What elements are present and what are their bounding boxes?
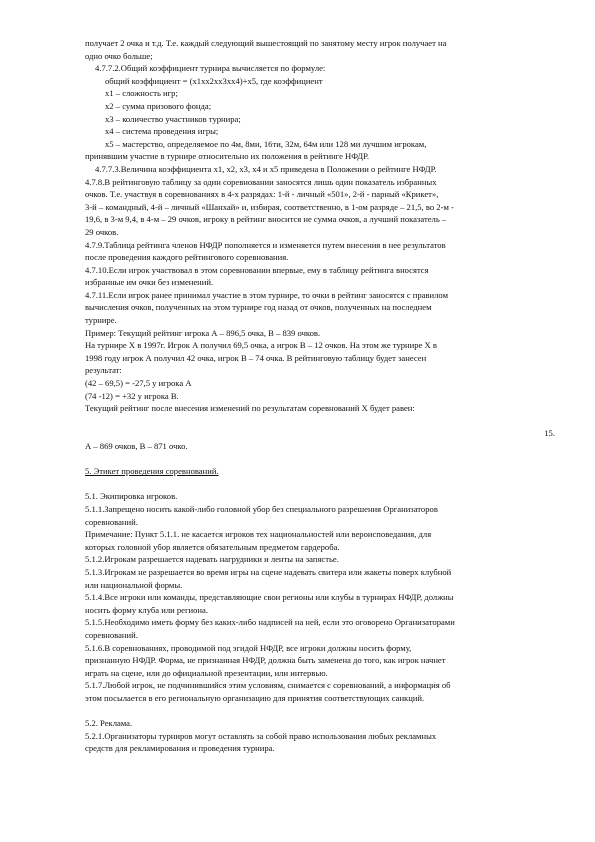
text-line: Пример: Текущий рейтинг игрока А – 896,5 очка, В – 839 очков. bbox=[85, 327, 321, 338]
text-line: х5 – мастерство, определяемое по 4м, 8ми, 16ти, 32м, 64м или 128 ми лучшим игрокам, bbox=[105, 138, 427, 149]
text-line: 5.1.3.Игрокам не разрешается во время игры на сцене надевать свитера или жакеты поверх клубной bbox=[85, 566, 452, 577]
text-line: 4.7.9.Таблица рейтинга членов НФДР пополняется и изменяется путем внесения в нее результатов bbox=[85, 239, 446, 250]
text-line: х3 – количество участников турнира; bbox=[105, 113, 241, 124]
text-line: х2 – сумма призового фонда; bbox=[105, 100, 212, 111]
text-line: вычисления очков, полученных на этом турнире год назад от очков, полученных на последнем bbox=[85, 302, 432, 313]
text-line: 5.1.2.Игрокам разрешается надевать нагрудники и ленты на запястье. bbox=[85, 554, 339, 565]
text-line: Текущий рейтинг после внесения изменений по результатам соревнований Х будет равен: bbox=[85, 403, 415, 414]
text-line: носить форму клуба или региона. bbox=[85, 604, 208, 615]
section-heading: 5. Этикет проведения соревнований. bbox=[85, 466, 219, 477]
text-line: принявшим участие в турнире относительно их положения в рейтинге НФДР. bbox=[85, 151, 369, 162]
text-line: На турнире Х в 1997г. Игрок А получил 69,5 очка, а игрок В – 12 очков. На этом же турнире Х в bbox=[85, 340, 437, 351]
text-line: Примечание: Пункт 5.1.1. не касается игроков тех национальностей или вероисповедания, для bbox=[85, 529, 432, 540]
text-line: 5.1.6.В соревнованиях, проводимой под эгидой НФДР, все игроки должны носить форму, bbox=[85, 642, 412, 653]
text-line: признанную НФДР. Форма, не признанная НФДР, должна быть заменена до того, как игрок начнет bbox=[85, 655, 446, 666]
text-line: или национальной формы. bbox=[85, 579, 183, 590]
formula-line: общий коэффициент = (х1хх2хх3хх4)+х5, где коэффициент bbox=[105, 75, 323, 86]
subsection-heading: 5.2. Реклама. bbox=[85, 718, 133, 729]
text-line: 1998 году игрок А получил 42 очка, игрок В – 74 очка. В рейтинговую таблицу будет занесен bbox=[85, 352, 427, 363]
text-line: 5.1.7.Любой игрок, не подчинившийся этим условиям, снимается с соревнований, а информация об bbox=[85, 680, 451, 691]
document-body bbox=[85, 37, 555, 755]
page-number: 15. bbox=[544, 428, 555, 439]
text-line: которых головной убор является обязательным предметом гардероба. bbox=[85, 541, 340, 552]
text-line: х4 – система проведения игры; bbox=[105, 126, 219, 137]
text-line: турнире. bbox=[85, 315, 117, 326]
text-line: 5.2.1.Организаторы турниров могут оставлять за собой право использования любых рекламных bbox=[85, 730, 437, 741]
text-line: 19,6, в 3-м 9,4, в 4-м – 29 очков, игроку в рейтинг вносится не сумма очков, а лучший показатель – bbox=[85, 214, 447, 225]
text-line: 3-й – командный, 4-й – личный «Шанхай» и, избирая, соответственно, в 1-ом разряде – 21,5, во 2-м - bbox=[85, 201, 454, 212]
text-line: одно очко больше; bbox=[85, 50, 153, 61]
text-line: средств для рекламирования и проведения турнира. bbox=[85, 743, 275, 754]
text-line: результат: bbox=[85, 365, 122, 376]
text-line: очков. Т.е. участвуя в соревнованиях в 4-х разрядах: 1-й - личный «501», 2-й - парный «Крикет», bbox=[85, 189, 439, 200]
text-line: 4.7.10.Если игрок участвовал в этом соревновании впервые, ему в таблицу рейтинга вносятся bbox=[85, 264, 429, 275]
text-line: 5.1.4.Все игроки или команды, представляющие свои регионы или клубы в турнирах НФДР, должны bbox=[85, 592, 454, 603]
text-line: после проведения каждого рейтингового соревнования. bbox=[85, 252, 289, 263]
text-line: (74 -12) = +32 у игрока В. bbox=[85, 390, 179, 401]
text-line: 4.7.7.2.Общий коэффициент турнира вычисляется по формуле: bbox=[95, 63, 326, 74]
text-line: соревнований. bbox=[85, 629, 138, 640]
text-line: 5.1.1.Запрещено носить какой-либо головной убор без специального разрешения Организаторов bbox=[85, 503, 438, 514]
subsection-heading: 5.1. Экипировка игроков. bbox=[85, 491, 178, 502]
text-line: играть на сцене, или до официальной презентации, или интервью. bbox=[85, 667, 328, 678]
text-line: получает 2 очка и т.д. Т.е. каждый следующий вышестоящий по занятому месту игрок получает на bbox=[85, 38, 447, 48]
text-line: избранные им очки без изменений. bbox=[85, 277, 214, 288]
text-line: этом посылается в его региональную организацию для принятия соответствующих санкций. bbox=[85, 692, 425, 703]
text-line: (42 – 69,5) = -27,5 у игрока А bbox=[85, 378, 192, 389]
text-line: 29 очков. bbox=[85, 226, 119, 237]
text-line: соревнований. bbox=[85, 516, 138, 527]
text-line: 4.7.7.3.Величина коэффициента х1, х2, х3, х4 и х5 приведена в Положении о рейтинге НФДР. bbox=[95, 163, 437, 174]
text-line: 4.7.8.В рейтинговую таблицу за один соревновании заносятся лишь один показатель избранных bbox=[85, 176, 437, 187]
text-line: х1 – сложность игр; bbox=[105, 88, 178, 99]
text-line: 5.1.5.Необходимо иметь форму без каких-либо надписей на ней, если это оговорено Организаторами bbox=[85, 617, 455, 628]
text-line: А – 869 очков, В – 871 очко. bbox=[85, 441, 188, 451]
text-line: 4.7.11.Если игрок ранее принимал участие в этом турнире, то очки в рейтинг заносятся с правилом bbox=[85, 289, 449, 300]
